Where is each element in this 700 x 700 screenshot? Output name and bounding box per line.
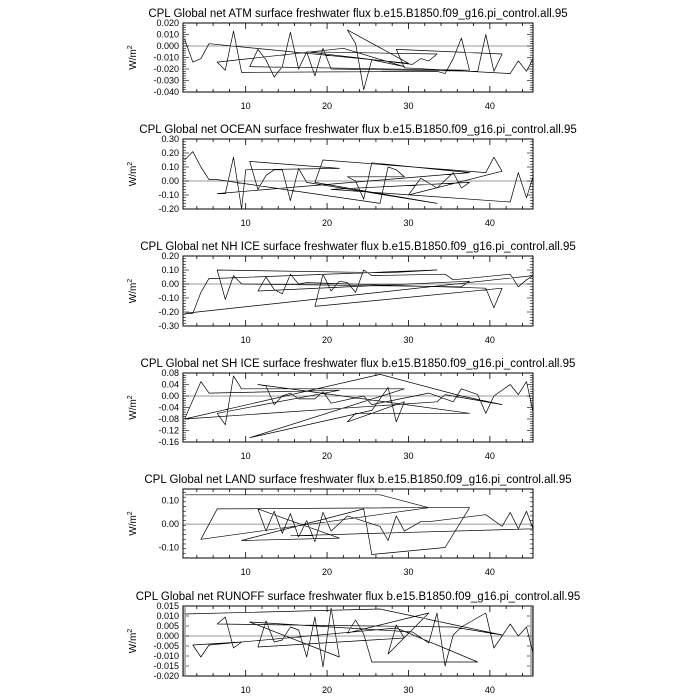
y-tick-label: 0.00: [161, 519, 179, 530]
y-tick-label: 0.30: [161, 134, 179, 144]
x-tick-label: 20: [322, 567, 333, 577]
x-tick-label: 30: [403, 567, 414, 577]
series-line: [185, 374, 533, 437]
series-line: [185, 30, 533, 90]
x-tick-label: 30: [403, 218, 414, 228]
x-tick-label: 40: [484, 685, 495, 695]
plot-frame: [183, 139, 533, 209]
y-axis-label-unit: W/m: [128, 632, 139, 654]
y-axis-label: [127, 45, 139, 70]
y-tick-label: 0.00: [161, 176, 179, 186]
y-tick-label: -0.20: [158, 307, 179, 317]
panel-title: CPL Global net ATM surface freshwater flux b.e15.B1850.f09_g16.pi_control.all.95: [148, 8, 568, 20]
y-tick-label: -0.010: [153, 52, 179, 63]
y-tick-label: -0.10: [158, 293, 179, 303]
y-tick-label: 0.20: [161, 148, 179, 158]
y-tick-label: 0.00: [161, 279, 179, 289]
plot-frame: [183, 256, 533, 326]
x-tick-label: 20: [322, 335, 333, 345]
y-axis-label: [127, 162, 139, 187]
y-axis-label: [127, 511, 139, 536]
y-axis-label-exponent: 2: [127, 511, 134, 516]
panel-title: CPL Global net OCEAN surface freshwater flux b.e15.B1850.f09_g16.pi_control.all.95: [139, 124, 577, 136]
x-tick-label: 10: [240, 567, 251, 577]
panel-atm: [127, 8, 568, 111]
x-tick-label: 30: [403, 685, 414, 695]
y-tick-label: -0.04: [158, 402, 179, 413]
panel-land: [127, 474, 572, 577]
y-axis-label-exponent: 2: [127, 278, 134, 283]
x-tick-label: 40: [484, 567, 495, 577]
y-tick-label: -0.005: [153, 641, 179, 651]
panel-sh-ice: [127, 358, 575, 461]
y-tick-label: -0.040: [153, 87, 179, 97]
y-tick-label: -0.020: [153, 64, 179, 74]
y-tick-label: -0.010: [153, 651, 179, 661]
series-line: [185, 152, 533, 209]
y-tick-label: 0.10: [161, 265, 179, 275]
y-tick-label: 0.000: [156, 41, 179, 51]
y-axis-label-unit: W/m: [128, 515, 139, 536]
x-tick-label: 40: [484, 101, 495, 111]
y-axis-label-unit: W/m: [128, 282, 139, 304]
panel-ocean: [127, 124, 577, 228]
y-axis-label-exponent: 2: [127, 161, 134, 166]
y-tick-label: 0.005: [156, 621, 179, 631]
plot-frame: [183, 489, 533, 558]
x-tick-label: 30: [403, 101, 414, 111]
x-tick-label: 40: [484, 335, 495, 345]
y-tick-label: -0.08: [158, 414, 179, 424]
x-tick-label: 20: [322, 451, 333, 461]
series-line: [185, 608, 533, 667]
x-tick-label: 10: [240, 335, 251, 345]
y-tick-label: 0.10: [161, 495, 179, 506]
panel-nh-ice: [127, 241, 576, 345]
y-tick-label: 0.08: [161, 368, 179, 378]
y-tick-label: -0.16: [158, 437, 179, 447]
y-tick-label: 0.000: [156, 631, 179, 641]
y-axis-label-exponent: 2: [127, 628, 134, 633]
y-tick-label: 0.020: [156, 18, 179, 28]
y-axis-label: [127, 395, 139, 420]
y-tick-label: 0.010: [156, 611, 179, 621]
y-tick-label: 0.20: [161, 251, 179, 261]
y-axis-label-unit: W/m: [128, 399, 139, 420]
y-tick-label: -0.20: [158, 204, 179, 214]
y-tick-label: -0.10: [158, 542, 179, 553]
y-tick-label: -0.020: [153, 671, 179, 681]
x-tick-label: 20: [322, 218, 333, 228]
x-tick-label: 40: [484, 451, 495, 461]
series-line: [185, 270, 533, 313]
x-tick-label: 30: [403, 335, 414, 345]
x-tick-label: 10: [240, 101, 251, 111]
y-tick-label: 0.04: [161, 379, 179, 390]
y-axis-label: [127, 279, 139, 304]
panel-title: CPL Global net RUNOFF surface freshwater flux b.e15.B1850.f09_g16.pi_control.all.95: [135, 591, 581, 603]
y-tick-label: 0.00: [161, 391, 179, 401]
x-tick-label: 40: [484, 218, 495, 228]
y-tick-label: -0.10: [158, 190, 179, 200]
y-axis-label-unit: W/m: [128, 165, 139, 187]
y-tick-label: -0.030: [153, 75, 179, 86]
panel-title: CPL Global net LAND surface freshwater flux b.e15.B1850.f09_g16.pi_control.all.95: [144, 474, 572, 486]
panel-title: CPL Global net NH ICE surface freshwater flux b.e15.B1850.f09_g16.pi_control.all.95: [140, 241, 576, 253]
y-tick-label: -0.015: [153, 661, 179, 671]
y-tick-label: 0.015: [156, 601, 179, 611]
x-tick-label: 20: [322, 685, 333, 695]
y-axis-label: [127, 629, 139, 654]
y-axis-label-exponent: 2: [127, 45, 134, 50]
panel-runoff: [127, 591, 580, 695]
x-tick-label: 20: [322, 101, 333, 111]
panel-title: CPL Global net SH ICE surface freshwater flux b.e15.B1850.f09_g16.pi_control.all.95: [140, 358, 576, 370]
x-tick-label: 10: [240, 218, 251, 228]
series-line: [185, 495, 533, 555]
y-tick-label: 0.10: [161, 162, 179, 172]
y-tick-label: -0.30: [158, 321, 179, 331]
y-axis-label-exponent: 2: [127, 395, 134, 400]
x-tick-label: 10: [240, 685, 251, 695]
x-tick-label: 30: [403, 451, 414, 461]
y-tick-label: 0.010: [156, 29, 179, 40]
y-tick-label: -0.12: [158, 425, 179, 436]
x-tick-label: 10: [240, 451, 251, 461]
y-axis-label-unit: W/m: [128, 49, 139, 70]
